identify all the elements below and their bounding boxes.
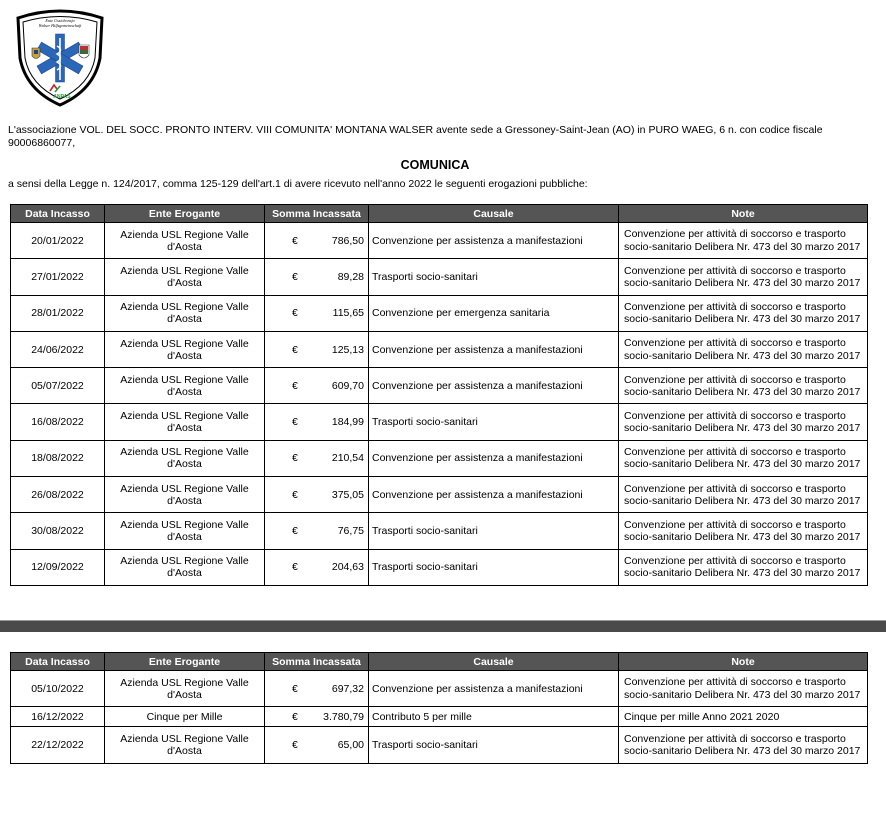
cell-note: Convenzione per attività di soccorso e trasporto socio-sanitario Delibera Nr. 473 del 30 marzo 2017	[619, 671, 868, 707]
table-row	[11, 440, 868, 476]
intro-paragraph: L'associazione VOL. DEL SOCC. PRONTO INTERV. VIII COMUNITA' MONTANA WALSER avente sede a Gressoney-Saint-Jean (AO) in PURO WAEG, 6 n. con codice fiscale 90006860077,	[8, 124, 823, 149]
cell-note: Convenzione per attività di soccorso e trasporto socio-sanitario Delibera Nr. 473 del 30 marzo 2017	[619, 331, 868, 367]
cell-ente: Azienda USL Regione Valle d'Aosta	[105, 477, 265, 513]
currency-symbol: €	[292, 452, 298, 465]
cell-ente: Azienda USL Regione Valle d'Aosta	[105, 259, 265, 295]
cell-date: 05/10/2022	[11, 671, 105, 707]
col-header-ente: Ente Erogante	[105, 653, 265, 671]
cell-note: Convenzione per attività di soccorso e trasporto socio-sanitario Delibera Nr. 473 del 30 marzo 2017	[619, 295, 868, 331]
amount-value: 786,50	[331, 234, 364, 247]
cell-ente: Azienda USL Regione Valle d'Aosta	[105, 368, 265, 404]
cell-somma	[265, 259, 369, 295]
amount-value: 65,00	[337, 738, 364, 751]
cell-causale: Contributo 5 per mille	[369, 707, 619, 727]
col-header-somma: Somma Incassata	[265, 205, 369, 223]
cell-causale: Convenzione per assistenza a manifestazioni	[369, 671, 619, 707]
col-header-causale: Causale	[369, 205, 619, 223]
amount-value: 697,32	[331, 682, 364, 695]
cell-ente: Azienda USL Regione Valle d'Aosta	[105, 727, 265, 763]
amount-value: 210,54	[331, 452, 364, 465]
table-row	[11, 368, 868, 404]
table-1-body	[11, 223, 868, 586]
currency-symbol: €	[292, 379, 298, 392]
currency-symbol: €	[292, 488, 298, 501]
currency-symbol: €	[292, 525, 298, 538]
cell-causale: Convenzione per emergenza sanitaria	[369, 295, 619, 331]
cell-note: Convenzione per attività di soccorso e trasporto socio-sanitario Delibera Nr. 473 del 30 marzo 2017	[619, 513, 868, 549]
table-row	[11, 477, 868, 513]
cell-causale: Trasporti socio-sanitari	[369, 259, 619, 295]
cell-causale: Trasporti socio-sanitari	[369, 404, 619, 440]
cell-causale: Trasporti socio-sanitari	[369, 727, 619, 763]
cell-somma	[265, 513, 369, 549]
cell-note: Convenzione per attività di soccorso e trasporto socio-sanitario Delibera Nr. 473 del 30 marzo 2017	[619, 368, 868, 404]
cell-ente: Azienda USL Regione Valle d'Aosta	[105, 671, 265, 707]
col-header-ente: Ente Erogante	[105, 205, 265, 223]
table-row	[11, 404, 868, 440]
logo-anpas-text: ANPAS	[53, 94, 71, 100]
currency-symbol: €	[292, 561, 298, 574]
currency-symbol: €	[292, 682, 298, 695]
col-header-note: Note	[619, 205, 868, 223]
cell-somma	[265, 368, 369, 404]
currency-symbol: €	[292, 738, 298, 751]
erogazioni-table-2	[10, 652, 868, 764]
table-header-row	[11, 653, 868, 671]
amount-value: 89,28	[337, 270, 364, 283]
amount-value: 76,75	[337, 525, 364, 538]
cell-date: 28/01/2022	[11, 295, 105, 331]
page-separator	[0, 620, 886, 632]
cell-causale: Trasporti socio-sanitari	[369, 549, 619, 585]
currency-symbol: €	[292, 270, 298, 283]
cell-somma	[265, 404, 369, 440]
cell-causale: Trasporti socio-sanitari	[369, 513, 619, 549]
table-row	[11, 223, 868, 259]
col-header-causale: Causale	[369, 653, 619, 671]
document-page-2	[0, 632, 886, 814]
table-header-row	[11, 205, 868, 223]
cell-note: Convenzione per attività di soccorso e trasporto socio-sanitario Delibera Nr. 473 del 30 marzo 2017	[619, 477, 868, 513]
table-row	[11, 671, 868, 707]
cell-ente: Azienda USL Regione Valle d'Aosta	[105, 513, 265, 549]
amount-value: 184,99	[331, 416, 364, 429]
cell-causale: Convenzione per assistenza a manifestazioni	[369, 440, 619, 476]
table-row	[11, 549, 868, 585]
amount-value: 204,63	[331, 561, 364, 574]
cell-date: 12/09/2022	[11, 549, 105, 585]
amount-value: 375,05	[331, 488, 364, 501]
amount-value: 125,13	[331, 343, 364, 356]
cell-ente: Cinque per Mille	[105, 707, 265, 727]
table-row	[11, 513, 868, 549]
cell-somma	[265, 440, 369, 476]
cell-date: 20/01/2022	[11, 223, 105, 259]
cell-causale: Convenzione per assistenza a manifestazioni	[369, 331, 619, 367]
col-header-date: Data Incasso	[11, 205, 105, 223]
cell-date: 27/01/2022	[11, 259, 105, 295]
amount-value: 609,70	[331, 379, 364, 392]
cell-date: 16/12/2022	[11, 707, 105, 727]
cell-causale: Convenzione per assistenza a manifestazioni	[369, 368, 619, 404]
cell-ente: Azienda USL Regione Valle d'Aosta	[105, 331, 265, 367]
erogazioni-table-1	[10, 204, 868, 586]
cell-note: Convenzione per attività di soccorso e trasporto socio-sanitario Delibera Nr. 473 del 30 marzo 2017	[619, 549, 868, 585]
currency-symbol: €	[292, 343, 298, 356]
table-row	[11, 707, 868, 727]
cell-date: 18/08/2022	[11, 440, 105, 476]
currency-symbol: €	[292, 234, 298, 247]
amount-value: 3.780,79	[323, 710, 364, 723]
cell-date: 24/06/2022	[11, 331, 105, 367]
cell-somma	[265, 331, 369, 367]
col-header-note: Note	[619, 653, 868, 671]
table-2-body	[11, 671, 868, 764]
table-row	[11, 295, 868, 331]
col-header-date: Data Incasso	[11, 653, 105, 671]
cell-ente: Azienda USL Regione Valle d'Aosta	[105, 549, 265, 585]
table-row	[11, 259, 868, 295]
cell-note: Convenzione per attività di soccorso e trasporto socio-sanitario Delibera Nr. 473 del 30 marzo 2017	[619, 404, 868, 440]
currency-symbol: €	[292, 416, 298, 429]
association-logo	[14, 8, 106, 108]
cell-ente: Azienda USL Regione Valle d'Aosta	[105, 404, 265, 440]
cell-note: Convenzione per attività di soccorso e trasporto socio-sanitario Delibera Nr. 473 del 30 marzo 2017	[619, 223, 868, 259]
cell-somma	[265, 477, 369, 513]
cell-causale: Convenzione per assistenza a manifestazioni	[369, 223, 619, 259]
table-row	[11, 727, 868, 763]
cell-causale: Convenzione per assistenza a manifestazioni	[369, 477, 619, 513]
cell-date: 30/08/2022	[11, 513, 105, 549]
cell-note: Convenzione per attività di soccorso e trasporto socio-sanitario Delibera Nr. 473 del 30 marzo 2017	[619, 259, 868, 295]
table-row	[11, 331, 868, 367]
cell-date: 16/08/2022	[11, 404, 105, 440]
cell-ente: Azienda USL Regione Valle d'Aosta	[105, 440, 265, 476]
page-title: COMUNICA	[400, 158, 470, 172]
cell-somma	[265, 707, 369, 727]
cell-ente: Azienda USL Regione Valle d'Aosta	[105, 295, 265, 331]
col-header-somma: Somma Incassata	[265, 653, 369, 671]
cell-note: Cinque per mille Anno 2021 2020	[619, 707, 868, 727]
cell-somma	[265, 671, 369, 707]
logo-text-line2: Walser Hilfsgemeinschaft	[38, 23, 82, 28]
legal-subtitle: a sensi della Legge n. 124/2017, comma 125-129 dell'art.1 di avere ricevuto nell'anno 2022 le seguenti erogazioni pubbliche:	[8, 178, 588, 190]
cell-ente: Azienda USL Regione Valle d'Aosta	[105, 223, 265, 259]
cell-somma	[265, 295, 369, 331]
cell-date: 26/08/2022	[11, 477, 105, 513]
cell-note: Convenzione per attività di soccorso e trasporto socio-sanitario Delibera Nr. 473 del 30 marzo 2017	[619, 440, 868, 476]
cell-somma	[265, 223, 369, 259]
logo-text-line1: Ente Ussichoraja	[45, 18, 75, 23]
cell-somma	[265, 727, 369, 763]
cell-somma	[265, 549, 369, 585]
cell-date: 22/12/2022	[11, 727, 105, 763]
currency-symbol: €	[292, 307, 298, 320]
cell-note: Convenzione per attività di soccorso e trasporto socio-sanitario Delibera Nr. 473 del 30 marzo 2017	[619, 727, 868, 763]
currency-symbol: €	[292, 710, 298, 723]
star-of-life-shield-icon	[14, 8, 106, 108]
amount-value: 115,65	[332, 307, 364, 320]
cell-date: 05/07/2022	[11, 368, 105, 404]
